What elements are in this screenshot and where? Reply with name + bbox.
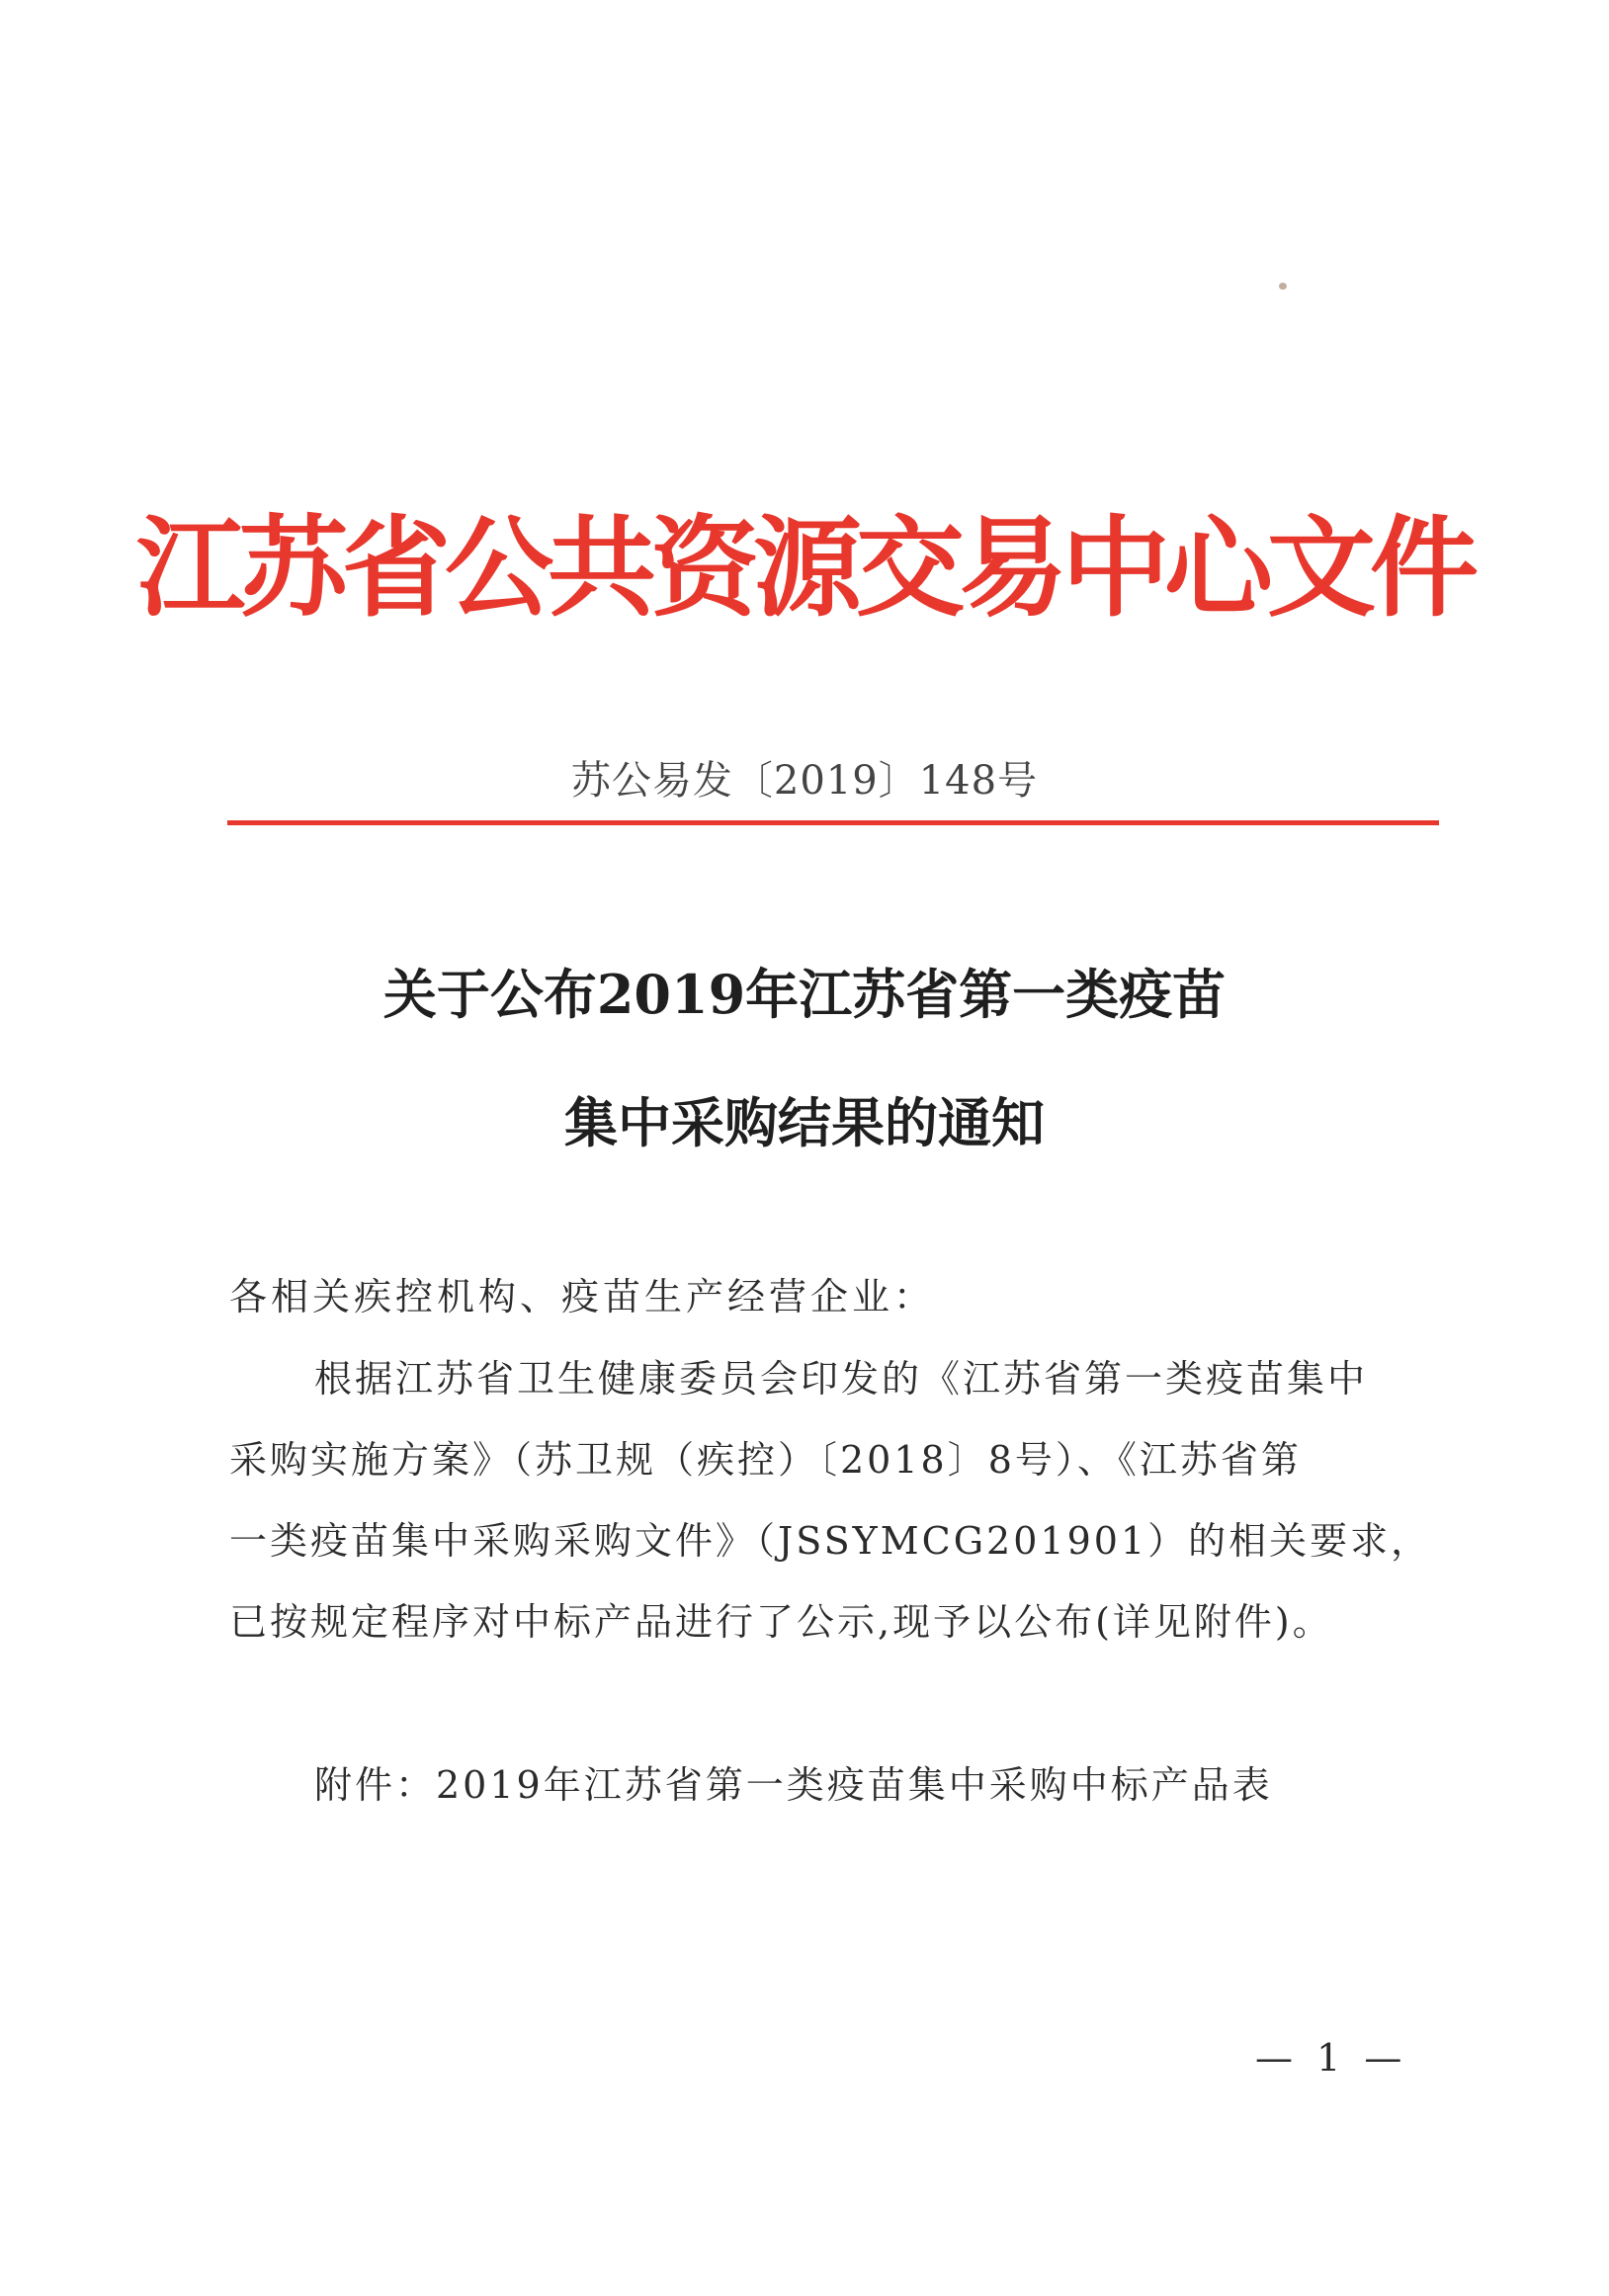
notice-title-line-2: 集中采购结果的通知 [564,1091,1045,1154]
notice-title-line-1: 关于公布2019年江苏省第一类疫苗 [382,963,1227,1026]
body-line: 根据江苏省卫生健康委员会印发的《江苏省第一类疫苗集中 [314,1357,1369,1401]
body-line: 已按规定程序对中标产品进行了公示,现予以公布(详见附件)。 [229,1600,1333,1644]
body-line: 一类疫苗集中采购采购文件》（JSSYMCG201901）的相关要求， [229,1519,1432,1563]
page-number: — 1 — [1255,2036,1408,2080]
salutation: 各相关疾控机构、疫苗生产经营企业： [229,1275,936,1318]
scan-speck [1279,283,1287,290]
attachment-line: 附件：2019年江苏省第一类疫苗集中采购中标产品表 [314,1763,1273,1807]
body-line: 采购实施方案》（苏卫规（疾控）〔2018〕8号）、《江苏省第 [229,1438,1302,1482]
document-number: 苏公易发〔2019〕148号 [570,758,1039,804]
red-divider-line [227,820,1439,825]
letterhead-title: 江苏省公共资源交易中心文件 [136,505,1473,632]
